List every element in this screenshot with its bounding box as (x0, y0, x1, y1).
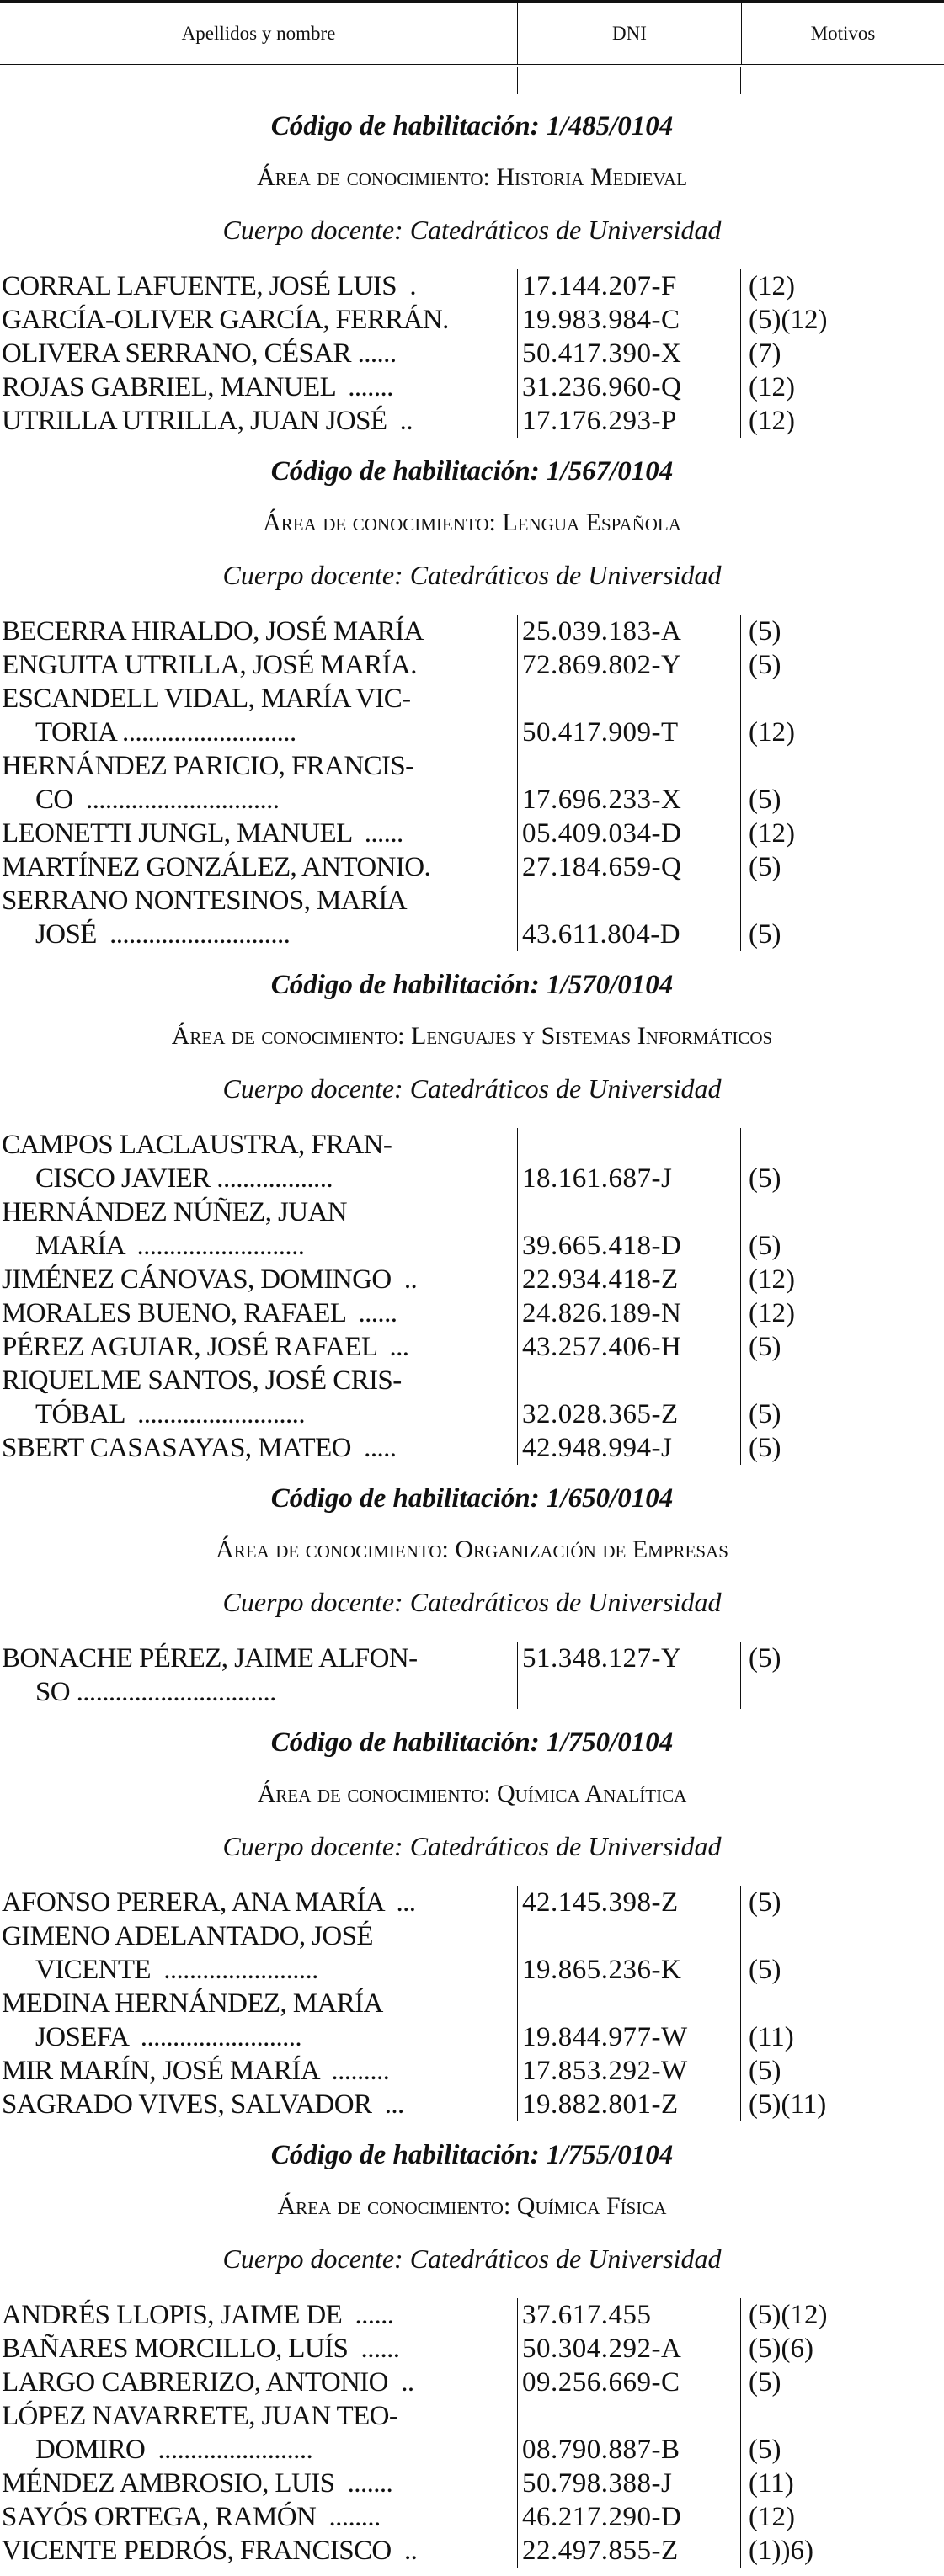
habilitation-section (0, 1717, 944, 2121)
cell-motivos: (5)(6) (749, 2334, 813, 2364)
section-code-heading: Código de habilitación: 1/567/0104 (270, 456, 674, 487)
name-text: BECERRA HIRALDO, JOSÉ MARÍA (2, 616, 424, 647)
cell-dni: 32.028.365-Z (522, 1399, 679, 1429)
cell-name (0, 269, 515, 303)
name-continuation: DOMIRO ........................ (35, 2435, 313, 2465)
name-text: LÓPEZ NAVARRETE, JUAN TEO- (2, 2401, 398, 2431)
table-row (0, 2500, 944, 2534)
table-row (0, 2534, 944, 2568)
cell-dni: 17.144.207-F (522, 271, 677, 301)
cell-name (0, 404, 515, 438)
name-text: VICENTE PEDRÓS, FRANCISCO .. (2, 2536, 418, 2566)
cell-dni: 19.865.236-K (522, 1955, 682, 1985)
name-continuation: SO ............................... (35, 1677, 276, 1707)
table-row (0, 817, 944, 850)
cell-dni: 05.409.034-D (522, 818, 682, 849)
table-row (0, 337, 944, 370)
cell-motivos: (11) (749, 2468, 794, 2499)
cell-motivos: (5)(12) (749, 305, 828, 335)
table-row (0, 1886, 944, 1919)
section-area-heading: Área de conocimiento: Historia Medieval (257, 163, 687, 191)
cell-motivos: (12) (749, 1264, 795, 1295)
table-row (0, 2332, 944, 2366)
cell-dni: 09.256.669-C (522, 2367, 680, 2398)
name-text: GARCÍA-OLIVER GARCÍA, FERRÁN. (2, 305, 449, 335)
table-row (0, 2298, 944, 2332)
cell-dni: 18.161.687-J (522, 1163, 673, 1194)
name-text: BONACHE PÉREZ, JAIME ALFON- (2, 1643, 418, 1674)
table-row (0, 2054, 944, 2088)
column-divider (517, 67, 518, 94)
table-row (0, 749, 944, 817)
habilitation-section (0, 960, 944, 1465)
section-area-heading: Área de conocimiento: Lenguajes y Sistemas Informáticos (171, 1022, 773, 1050)
cell-name (0, 337, 515, 370)
section-cuerpo-heading: Cuerpo docente: Catedráticos de Universidad (222, 1831, 722, 1861)
cell-motivos: (5) (749, 2435, 781, 2465)
cell-motivos: (5) (749, 2056, 781, 2086)
cell-name (0, 615, 515, 648)
table-row (0, 1195, 944, 1263)
cell-motivos: (5) (749, 1433, 781, 1463)
name-text: SAYÓS ORTEGA, RAMÓN ........ (2, 2502, 381, 2532)
cell-name (0, 2054, 515, 2088)
cell-name (0, 682, 515, 749)
cell-dni: 50.417.909-T (522, 717, 679, 748)
table-body (0, 615, 944, 951)
cell-dni: 50.417.390-X (522, 338, 682, 369)
name-text: ROJAS GABRIEL, MANUEL ....... (2, 372, 393, 402)
cell-dni: 08.790.887-B (522, 2435, 680, 2465)
cell-motivos: (5) (749, 2367, 781, 2398)
cell-name (0, 749, 515, 817)
cell-motivos: (12) (749, 372, 795, 402)
cell-dni: 31.236.960-Q (522, 372, 682, 402)
cell-name (0, 2366, 515, 2399)
cell-motivos: (5) (749, 1887, 781, 1918)
table-row (0, 1128, 944, 1195)
cell-motivos: (12) (749, 717, 795, 748)
cell-motivos: (5) (749, 1399, 781, 1429)
habilitation-section (0, 101, 944, 438)
section-area-heading: Área de conocimiento: Organización de Empresas (216, 1535, 728, 1563)
cell-name (0, 648, 515, 682)
name-continuation: JOSÉ ............................ (35, 919, 291, 950)
section-area-heading: Área de conocimiento: Lengua Española (263, 508, 681, 536)
cell-dni: 17.696.233-X (522, 785, 682, 815)
section-cuerpo-heading: Cuerpo docente: Catedráticos de Universidad (222, 560, 722, 590)
cell-dni: 50.304.292-A (522, 2334, 682, 2364)
cell-motivos: (7) (749, 338, 781, 369)
name-text: SERRANO NONTESINOS, MARÍA (2, 886, 407, 916)
cell-dni: 46.217.290-D (522, 2502, 682, 2532)
column-divider (740, 67, 741, 94)
table-row (0, 1919, 944, 1987)
cell-motivos: (12) (749, 271, 795, 301)
name-continuation: MARÍA .......................... (35, 1231, 305, 1261)
section-code-heading: Código de habilitación: 1/755/0104 (270, 2140, 674, 2170)
cell-dni: 39.665.418-D (522, 1231, 682, 1261)
name-text: CORRAL LAFUENTE, JOSÉ LUIS . (2, 271, 416, 301)
section-code-heading: Código de habilitación: 1/570/0104 (270, 970, 674, 1000)
cell-name (0, 2534, 515, 2568)
cell-dni: 22.497.855-Z (522, 2536, 679, 2566)
cell-name (0, 303, 515, 337)
cell-name (0, 1195, 515, 1263)
column-header-motivos: Motivos (741, 3, 944, 64)
cell-dni: 27.184.659-Q (522, 852, 682, 882)
name-text: ESCANDELL VIDAL, MARÍA VIC- (2, 684, 411, 714)
table-body (0, 1128, 944, 1465)
cell-name (0, 2088, 515, 2121)
name-continuation: CISCO JAVIER .................. (35, 1163, 333, 1194)
cell-dni: 43.257.406-H (522, 1332, 682, 1362)
name-text: LARGO CABRERIZO, ANTONIO .. (2, 2367, 414, 2398)
table-row (0, 269, 944, 303)
cell-motivos: (5)(11) (749, 2089, 827, 2120)
cell-name (0, 884, 515, 951)
cell-motivos: (5) (749, 1231, 781, 1261)
cell-name (0, 2500, 515, 2534)
cell-dni: 25.039.183-A (522, 616, 682, 647)
name-text: MORALES BUENO, RAFAEL ...... (2, 1298, 397, 1328)
cell-motivos: (12) (749, 1298, 795, 1328)
section-code-heading: Código de habilitación: 1/750/0104 (270, 1727, 674, 1758)
cell-motivos: (5) (749, 852, 781, 882)
section-code-heading: Código de habilitación: 1/485/0104 (270, 111, 674, 141)
name-text: MEDINA HERNÁNDEZ, MARÍA (2, 1988, 383, 2019)
cell-name (0, 1263, 515, 1296)
cell-name (0, 1886, 515, 1919)
cell-motivos: (12) (749, 406, 795, 436)
name-text: MIR MARÍN, JOSÉ MARÍA ......... (2, 2056, 390, 2086)
cell-dni: 19.844.977-W (522, 2022, 688, 2052)
cell-name (0, 2298, 515, 2332)
habilitation-section (0, 2130, 944, 2568)
name-text: SAGRADO VIVES, SALVADOR ... (2, 2089, 404, 2120)
cell-name (0, 370, 515, 404)
table-body (0, 2298, 944, 2568)
table-body (0, 269, 944, 438)
name-text: AFONSO PERERA, ANA MARÍA ... (2, 1887, 416, 1918)
name-continuation: TÓBAL .......................... (35, 1399, 305, 1429)
cell-name (0, 817, 515, 850)
section-code-heading: Código de habilitación: 1/650/0104 (270, 1483, 674, 1514)
table-row (0, 1364, 944, 1431)
cell-motivos: (5) (749, 616, 781, 647)
name-text: GIMENO ADELANTADO, JOSÉ (2, 1921, 373, 1951)
cell-name (0, 1296, 515, 1330)
table-row (0, 2088, 944, 2121)
cell-dni: 51.348.127-Y (522, 1643, 682, 1674)
table-row (0, 1642, 944, 1709)
table-row (0, 370, 944, 404)
cell-motivos: (5) (749, 1332, 781, 1362)
table-row (0, 648, 944, 682)
cell-dni: 42.948.994-J (522, 1433, 673, 1463)
name-text: BAÑARES MORCILLO, LUÍS ...... (2, 2334, 400, 2364)
name-text: SBERT CASASAYAS, MATEO ..... (2, 1433, 397, 1463)
cell-motivos: (5) (749, 1955, 781, 1985)
name-text: CAMPOS LACLAUSTRA, FRAN- (2, 1130, 392, 1160)
name-text: JIMÉNEZ CÁNOVAS, DOMINGO .. (2, 1264, 418, 1295)
cell-name (0, 1330, 515, 1364)
cell-motivos: (11) (749, 2022, 794, 2052)
name-continuation: VICENTE ........................ (35, 1955, 318, 1985)
table-row (0, 303, 944, 337)
cell-name (0, 2332, 515, 2366)
cell-name (0, 1431, 515, 1465)
section-cuerpo-heading: Cuerpo docente: Catedráticos de Universidad (222, 215, 722, 245)
cell-name (0, 2399, 515, 2467)
name-text: PÉREZ AGUIAR, JOSÉ RAFAEL ... (2, 1332, 409, 1362)
table-body (0, 1886, 944, 2121)
cell-dni: 22.934.418-Z (522, 1264, 679, 1295)
table-header (0, 0, 944, 67)
cell-motivos: (12) (749, 818, 795, 849)
cell-dni: 17.853.292-W (522, 2056, 688, 2086)
cell-motivos: (5)(12) (749, 2300, 828, 2330)
name-continuation: JOSEFA ......................... (35, 2022, 302, 2052)
section-area-heading: Área de conocimiento: Química Analítica (257, 1780, 687, 1807)
section-cuerpo-heading: Cuerpo docente: Catedráticos de Universidad (222, 1587, 722, 1617)
cell-name (0, 1642, 515, 1709)
cell-name (0, 850, 515, 884)
name-text: HERNÁNDEZ PARICIO, FRANCIS- (2, 751, 414, 781)
cell-motivos: (5) (749, 785, 781, 815)
table-row (0, 1263, 944, 1296)
name-text: ENGUITA UTRILLA, JOSÉ MARÍA. (2, 650, 417, 680)
cell-motivos: (5) (749, 919, 781, 950)
cell-dni: 37.617.455 (522, 2300, 652, 2330)
table-row (0, 850, 944, 884)
section-cuerpo-heading: Cuerpo docente: Catedráticos de Universidad (222, 2243, 722, 2274)
name-text: HERNÁNDEZ NÚÑEZ, JUAN (2, 1197, 347, 1227)
column-header-dni: DNI (517, 3, 741, 64)
cell-motivos: (5) (749, 1643, 781, 1674)
section-cuerpo-heading: Cuerpo docente: Catedráticos de Universidad (222, 1073, 722, 1104)
table-row (0, 884, 944, 951)
cell-dni: 19.983.984-C (522, 305, 680, 335)
table-row (0, 2399, 944, 2467)
table-header-spacer (0, 67, 944, 94)
table-row (0, 1330, 944, 1364)
name-continuation: CO .............................. (35, 785, 280, 815)
cell-dni: 72.869.802-Y (522, 650, 682, 680)
name-text: OLIVERA SERRANO, CÉSAR ...... (2, 338, 397, 369)
cell-name (0, 1987, 515, 2054)
cell-motivos: (5) (749, 1163, 781, 1194)
name-text: ANDRÉS LLOPIS, JAIME DE ...... (2, 2300, 394, 2330)
habilitation-section (0, 1473, 944, 1709)
name-text: RIQUELME SANTOS, JOSÉ CRIS- (2, 1365, 402, 1396)
cell-dni: 19.882.801-Z (522, 2089, 679, 2120)
cell-dni: 42.145.398-Z (522, 1887, 679, 1918)
name-continuation: TORIA ........................... (35, 717, 296, 748)
cell-dni: 50.798.388-J (522, 2468, 673, 2499)
name-text: MARTÍNEZ GONZÁLEZ, ANTONIO. (2, 852, 431, 882)
name-text: LEONETTI JUNGL, MANUEL ...... (2, 818, 403, 849)
table-row (0, 1296, 944, 1330)
cell-motivos: (12) (749, 2502, 795, 2532)
cell-dni: 24.826.189-N (522, 1298, 682, 1328)
table-row (0, 1431, 944, 1465)
cell-name (0, 1364, 515, 1431)
table-row (0, 404, 944, 438)
cell-name (0, 1919, 515, 1987)
column-header-name: Apellidos y nombre (181, 23, 336, 44)
table-row (0, 682, 944, 749)
cell-name (0, 2467, 515, 2500)
cell-dni: 17.176.293-P (522, 406, 677, 436)
table-row (0, 2467, 944, 2500)
sections-container (0, 101, 944, 2568)
habilitation-section (0, 446, 944, 951)
cell-motivos: (1))6) (749, 2536, 813, 2566)
table-row (0, 2366, 944, 2399)
cell-name (0, 1128, 515, 1195)
table-body (0, 1642, 944, 1709)
section-area-heading: Área de conocimiento: Química Física (277, 2192, 667, 2220)
table-row (0, 1987, 944, 2054)
cell-dni: 43.611.804-D (522, 919, 681, 950)
name-text: MÉNDEZ AMBROSIO, LUIS ....... (2, 2468, 393, 2499)
table-row (0, 615, 944, 648)
cell-motivos: (5) (749, 650, 781, 680)
name-text: UTRILLA UTRILLA, JUAN JOSÉ .. (2, 406, 413, 436)
